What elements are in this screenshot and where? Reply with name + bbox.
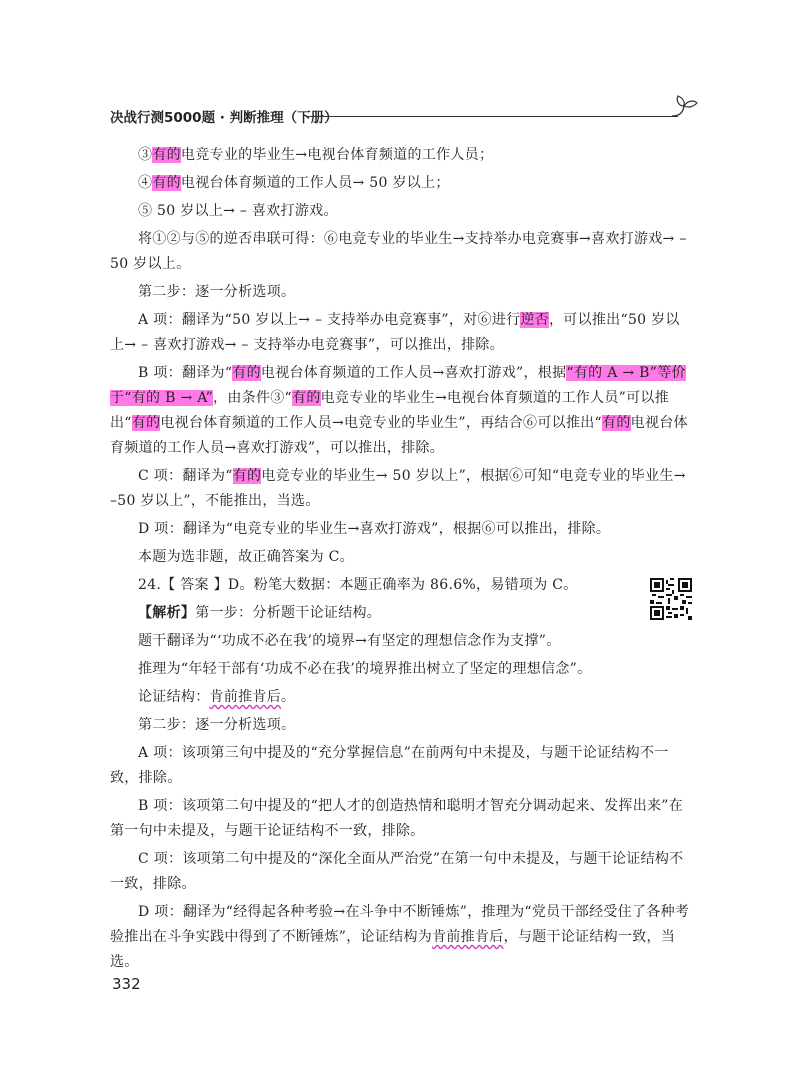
text-segment: 第一步：分析题干论证结构。 — [195, 605, 382, 621]
text-segment: ，可以推出“50 岁以上→ – 喜欢打游戏→ – 支持举办电竞赛事”，可以推出，排除。 — [110, 312, 680, 353]
bold-label: 【解析】 — [138, 605, 196, 621]
highlighted-text: 有的 — [152, 147, 181, 163]
highlighted-text: 有的 — [131, 415, 161, 431]
text-segment: 。 — [281, 689, 296, 705]
text-segment: 第二步：逐一分析选项。 — [138, 284, 296, 300]
paragraph-p6 — [110, 308, 690, 358]
paragraph-p15 — [110, 685, 690, 710]
book-title: 决战行测5000题 · 判断推理（下册） — [110, 110, 338, 126]
paragraph-p19 — [110, 847, 690, 897]
text-segment: 电竞专业的毕业生→电视台体育频道的工作人员”可以推出“ — [110, 390, 670, 431]
text-segment: 电竞专业的毕业生→ 50 岁以上”，根据⑥可知“电竞专业的毕业生→ –50 岁以上”，不能推出，当选。 — [110, 468, 686, 509]
paragraph-p4 — [110, 227, 690, 277]
paragraph-p14 — [110, 657, 690, 682]
text-segment: 本题为选非题，故正确答案为 C。 — [138, 549, 354, 565]
paragraph-p1 — [110, 143, 690, 168]
highlighted-text: “有的 A → B”等价于“有的 B → A” — [110, 365, 686, 406]
text-segment: 电视台体育频道的工作人员→ 50 岁以上； — [180, 175, 450, 191]
header-rule — [308, 116, 678, 117]
paragraph-p7 — [110, 361, 690, 461]
text-segment: ，与题干论证结构一致，当选。 — [110, 929, 676, 970]
paragraph-p16 — [110, 713, 690, 738]
explanation-body — [110, 143, 690, 978]
text-segment: ③ — [138, 147, 153, 163]
highlighted-text: 逆否 — [520, 312, 549, 328]
paragraph-p18 — [110, 794, 690, 844]
text-segment: B 项：翻译为“ — [138, 365, 233, 381]
text-segment: D 项：翻译为“电竞专业的毕业生→喜欢打游戏”，根据⑥可以推出，排除。 — [138, 521, 611, 537]
paragraph-p3 — [110, 199, 690, 224]
highlighted-text: 有的 — [232, 468, 262, 484]
text-segment: B 项：该项第二句中提及的“把人才的创造热情和聪明才智充分调动起来、发挥出来”在第一句中未提及，与题干论证结构不一致，排除。 — [110, 798, 684, 839]
highlighted-text: 有的 — [602, 415, 631, 431]
paragraph-p5 — [110, 280, 690, 305]
text-segment: C 项：该项第二句中提及的“深化全面从严治党”在第一句中未提及，与题干论证结构不一致，排除。 — [110, 851, 684, 892]
text-segment: 将①②与⑤的逆否串联可得：⑥电竞专业的毕业生→支持举办电竞赛事→喜欢打游戏→ –50 岁以上。 — [110, 231, 687, 272]
paragraph-p20 — [110, 900, 690, 975]
text-segment: C 项：翻译为“ — [138, 468, 233, 484]
text-segment: D 项：翻译为“经得起各种考验→在斗争中不断锤炼”，推理为“党员干部经受住了各种考验推出在斗争实践中得到了不断锤炼”，论证结构为 — [110, 904, 690, 945]
text-segment: 24.【 答案 】D。粉笔大数据：本题正确率为 86.6%，易错项为 C。 — [138, 577, 578, 593]
paragraph-p13 — [110, 629, 690, 654]
sprout-icon — [668, 92, 700, 124]
text-segment: 电视台体育频道的工作人员→电竞专业的毕业生”，再结合⑥可以推出“ — [160, 415, 603, 431]
paragraph-p2 — [110, 171, 690, 196]
paragraph-p8 — [110, 464, 690, 514]
page-number: 332 — [112, 975, 141, 993]
highlighted-text: 有的 — [292, 390, 321, 406]
text-segment: 第二步：逐一分析选项。 — [138, 717, 296, 733]
paragraph-p9 — [110, 517, 690, 542]
qr-code-icon[interactable] — [650, 578, 692, 620]
text-segment: 论证结构： — [138, 689, 210, 705]
paragraph-p17 — [110, 741, 690, 791]
paragraph-p12 — [110, 601, 690, 626]
highlighted-text: 有的 — [152, 175, 181, 191]
highlighted-text: 有的 — [232, 365, 261, 381]
paragraph-p10 — [110, 545, 690, 570]
text-segment: A 项：翻译为“50 岁以上→ – 支持举办电竞赛事”，对⑥进行 — [138, 312, 521, 328]
text-segment: 题干翻译为“‘功成不必在我’的境界→有坚定的理想信念作为支撑”。 — [138, 633, 561, 649]
text-segment: ⑤ 50 岁以上→ – 喜欢打游戏。 — [138, 203, 338, 219]
text-segment: 电竞专业的毕业生→电视台体育频道的工作人员； — [180, 147, 494, 163]
text-segment: 推理为“年轻干部有‘功成不必在我’的境界推出树立了坚定的理想信念”。 — [138, 661, 592, 677]
paragraph-p11 — [110, 573, 690, 598]
page-header — [110, 100, 700, 130]
underlined-text: 肯前推肯后 — [432, 929, 504, 945]
text-segment: 电视台体育频道的工作人员→喜欢打游戏”，根据 — [260, 365, 567, 381]
text-segment: 电视台体育频道的工作人员→喜欢打游戏”，可以推出，排除。 — [110, 415, 688, 456]
text-segment: ，由条件③“ — [213, 390, 293, 406]
text-segment: A 项：该项第三句中提及的“充分掌握信息”在前两句中未提及，与题干论证结构不一致，排除。 — [110, 745, 669, 786]
text-segment: ④ — [138, 175, 153, 191]
underlined-text: 肯前推肯后 — [209, 689, 281, 705]
